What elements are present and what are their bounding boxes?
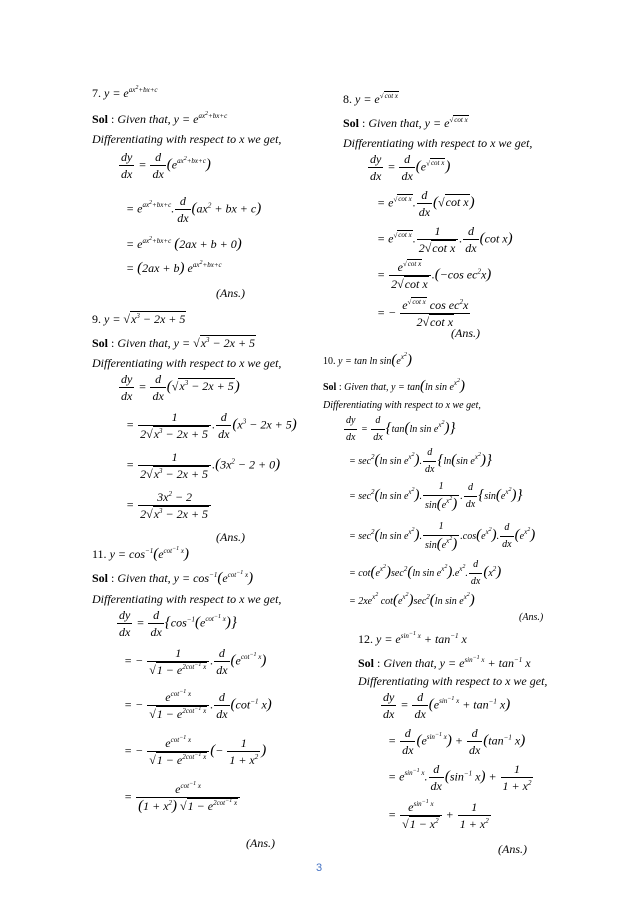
problem-10-step-5: = $\cot(e^{x^2})\sec^2(\ln$ $\sin e^{x^2}).e^{x^2}$. $\frac{d}{dx}$ $(x^2)$ xyxy=(349,559,502,587)
problem-11-step-2: = − $\frac{1}{√1 - e^{2cot^{-1} x}}$ . $\frac{d}{dx}$ $(e^{cot^{-1} x})$ xyxy=(124,646,267,677)
problem-10-statement: 10. $y = \tan \ln \sin(e^{x^2})$ xyxy=(323,352,412,368)
problem-12-statement: 12. $y = e^{sin^{-1} x} + \tan^{-1} x$ xyxy=(358,631,467,646)
problem-12-given: Sol : Given that, $y = e^{sin^{-1} x} + \tan^{-1} x$ xyxy=(358,655,531,670)
problem-10-diff-text: Differentiating with respect to x we get, xyxy=(323,400,481,411)
problem-12-step-4: = $\frac{e^{sin^{-1} x}}{√1 - x^2}$ + $\frac{1}{1 + x^2}$ xyxy=(388,799,489,831)
problem-10-step-3: = $\sec^2(\ln$ $\sin e^{x^2}$). $\frac{1}{\sin(e^{x^2})}$ . $\frac{d}{dx}$ $\{\sin(e^{x^2})\}$ xyxy=(349,481,523,512)
problem-7-given: Sol : Given that, $y = e^{ax^2+bx+c}$ xyxy=(92,111,228,126)
problem-11-step-4: = − $\frac{e^{cot^{-1} x}}{√1 - e^{2cot^{-1} x}}$ (− $\frac{1}{1 + x^2}$ ) xyxy=(124,735,267,767)
problem-10-step-1: $\frac{dy}{dx}$ = $\frac{d}{dx}$ {tan(ln $\sin e^{x^2}$)} xyxy=(346,415,456,443)
problem-10-step-6: = $2xe^{x^2}$ $\cot(e^{x^2})\sec^2(\ln$ $\sin e^{x^2}$) xyxy=(349,592,475,608)
problem-11-statement: 11. $y = \cos^{-1}(e^{cot^{-1} x})$ xyxy=(92,546,190,562)
problem-8-answer: (Ans.) xyxy=(451,326,480,340)
problem-9-answer: (Ans.) xyxy=(216,530,245,544)
problem-8-step-1: $\frac{dy}{dx}$ = $\frac{d}{dx}$ $(e^{√cot x})$ xyxy=(370,152,451,183)
problem-12-step-1: $\frac{dy}{dx}$ = $\frac{d}{dx}$ $(e^{sin^{-1} x} + \tan^{-1} x)$ xyxy=(383,690,511,721)
problem-9-step-2: = $\frac{1}{2√x^3 - 2x + 5}$ . $\frac{d}{dx}$ $(x^3 - 2x + 5)$ xyxy=(126,410,297,441)
problem-11-diff-text: Differentiating with respect to x we get, xyxy=(92,592,282,606)
problem-12-answer: (Ans.) xyxy=(498,842,527,856)
page-number: 3 xyxy=(315,862,323,874)
problem-9-step-1: $\frac{dy}{dx}$ = $\frac{d}{dx}$ $(√x^3 - 2x + 5)$ xyxy=(121,372,240,403)
problem-12-diff-text: Differentiating with respect to x we get, xyxy=(358,674,548,688)
problem-9-statement: 9. $y = √x^3 - 2x + 5$ xyxy=(92,312,186,326)
problem-11-step-3: = − $\frac{e^{cot^{-1} x}}{√1 - e^{2cot^{-1} x}}$ . $\frac{d}{dx}$ ($\cot^{-1}$ x) xyxy=(124,689,272,721)
problem-7-statement: 7. $y = e^{ax^2+bx+c}$ xyxy=(92,85,158,100)
problem-8-step-3: = $e^{√cot x}$. $\frac{1}{\text{2√cot x}}$ . $\frac{d}{dx}$ (cot x) xyxy=(377,224,513,255)
problem-7-diff-text: Differentiating with respect to x we get, xyxy=(92,132,282,146)
problem-8-step-2: = $e^{√cot x}$. $\frac{d}{dx}$ (√cot x) xyxy=(377,188,475,219)
problem-11-step-5: = $\frac{e^{cot^{-1} x}}{(1 + x^2) √1 - e^{2cot^{-1} x}}$ xyxy=(124,782,241,813)
problem-12-step-2: = $\frac{d}{dx}$ $(e^{sin^{-1} x})$ + $\frac{d}{dx}$ ($\tan^{-1}$ x) xyxy=(388,726,526,757)
problem-7-step-4: = (2ax + b) $e^{ax^2+bx+c}$ xyxy=(126,260,222,276)
problem-8-diff-text: Differentiating with respect to x we get, xyxy=(343,136,533,150)
problem-7-step-2: = $e^{ax^2+bx+c}$. $\frac{d}{dx}$ ($ax^2$ + bx + c) xyxy=(126,194,262,225)
problem-10-answer: (Ans.) xyxy=(519,612,544,623)
problem-9-diff-text: Differentiating with respect to x we get, xyxy=(92,356,282,370)
problem-7-step-3: = $e^{ax^2+bx+c}$ (2ax + b + 0) xyxy=(126,236,242,252)
problem-8-given: Sol : Given that, $y = e^{√cot x}$ xyxy=(343,116,468,130)
problem-10-step-4: = $\sec^2(\ln$ $\sin e^{x^2}$). $\frac{1}{\sin(e^{x^2})}$ $.\cos(e^{x^2})$. $\frac{d}{dx}$ $(e^{x^2})$ xyxy=(349,521,536,552)
problem-11-answer: (Ans.) xyxy=(246,836,275,850)
problem-11-step-1: $\frac{dy}{dx}$ = $\frac{d}{dx}$ $\{\cos^{-1}(e^{cot^{-1} x})\}$ xyxy=(119,608,237,639)
problem-8-statement: 8. $y = e^{√cot x}$ xyxy=(343,92,399,106)
problem-7-step-1: $\frac{dy}{dx}$ = $\frac{d}{dx}$ $(e^{ax^2+bx+c})$ xyxy=(121,150,211,181)
problem-10-given: Sol : Given that, y = tan(ln $\sin e^{x^2}$) xyxy=(323,378,466,394)
problem-9-step-4: = $\frac{3x^2 - 2}{2√x^3 - 2x + 5}$ xyxy=(126,490,212,521)
problem-12-step-3: = $e^{sin^{-1} x}$. $\frac{d}{dx}$ ($\sin^{-1}$ x) + $\frac{1}{1 + x^2}$ xyxy=(388,762,532,793)
problem-9-given: Sol : Given that, $y = √x^3 - 2x + 5$ xyxy=(92,336,256,350)
problem-9-step-3: = $\frac{1}{2√x^3 - 2x + 5}$ $.(3x^2 - 2 + 0)$ xyxy=(126,450,281,481)
problem-11-given: Sol : Given that, $y = \cos^{-1}(e^{cot^{-1} x})$ xyxy=(92,570,254,586)
problem-8-step-5: = − $\frac{e^{√cot x} \cos ec^2x}{\text{2√cot x}}$ xyxy=(377,298,469,329)
problem-8-step-4: = $\frac{e^{√cot x}}{\text{2√cot x}}$ .(−cos $ec^2x$) xyxy=(377,260,492,291)
problem-10-step-2: = $\sec^2(\ln$ $\sin e^{x^2}$). $\frac{d}{dx}$ {ln(sin $e^{x^2}$)} xyxy=(349,447,492,475)
problem-7-answer: (Ans.) xyxy=(216,286,245,300)
